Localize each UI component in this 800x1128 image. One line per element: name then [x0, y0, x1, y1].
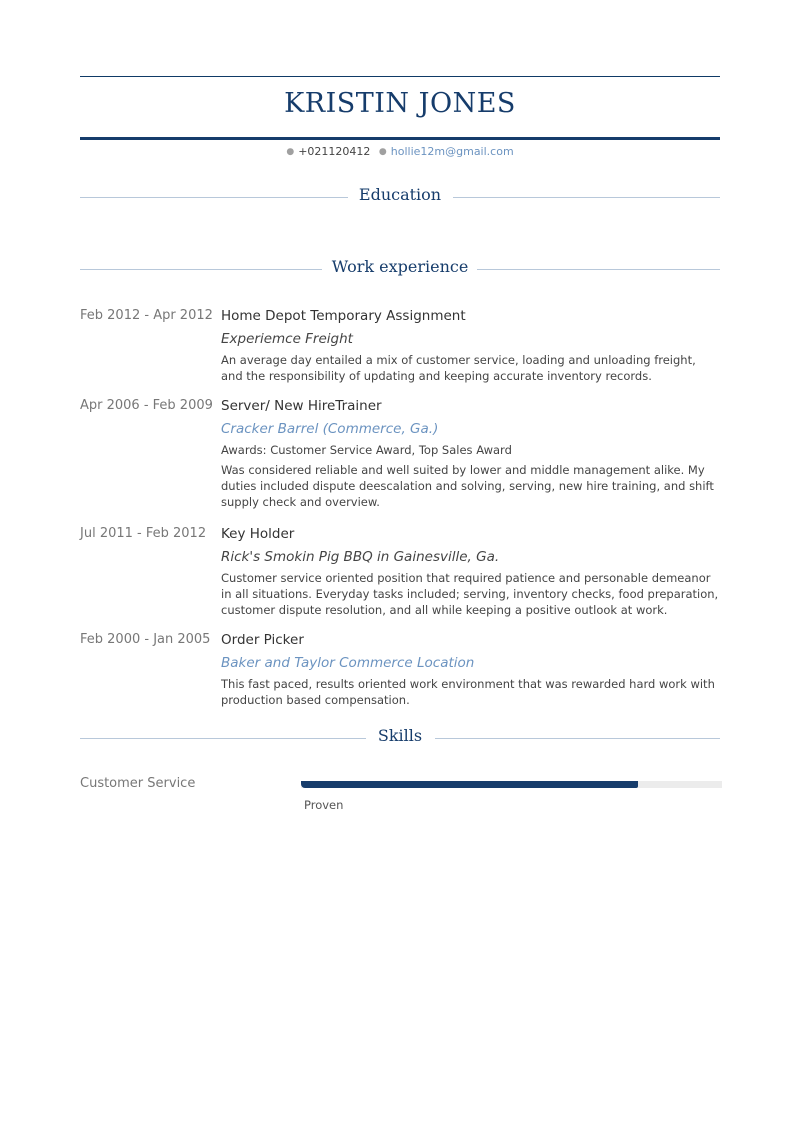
job-description: Customer service oriented position that required patience and personable demeanor in all situations. Everyday tasks included; serving, inventory checks, food preparation, customer dispute resolution, and all while keeping a positive outlook at work.: [221, 571, 719, 617]
job-dates: Feb 2000 - Jan 2005: [80, 632, 211, 647]
phone-number: +021120412: [298, 145, 371, 158]
job-description: This fast paced, results oriented work environment that was rewarded hard work with production based compensation.: [221, 677, 715, 707]
section-education-header: [80, 185, 720, 209]
section-title: Education: [358, 185, 442, 204]
job-company-link[interactable]: Cracker Barrel (Commerce, Ga.): [221, 421, 439, 437]
header-bottom-rule: [80, 137, 720, 140]
job-description: An average day entailed a mix of customer service, loading and unloading freight, and the responsibility of updating and keeping accurate inventory records.: [221, 353, 696, 383]
skill-level-label: Proven: [304, 798, 344, 812]
job-description: Was considered reliable and well suited by lower and middle management alike. My duties included dispute deescalation and solving, serving, new hire training, and shift supply check and overview.: [221, 463, 714, 509]
job-company: Experiemce Freight: [221, 331, 353, 347]
job-details: [221, 526, 720, 618]
email-link[interactable]: hollie12m@gmail.com: [390, 145, 514, 158]
job-dates: Jul 2011 - Feb 2012: [80, 526, 207, 541]
job-title: Order Picker: [221, 632, 304, 648]
header-top-rule: [80, 76, 720, 77]
section-skills-header: [80, 726, 720, 750]
contact-line: [80, 145, 720, 158]
job-dates: Feb 2012 - Apr 2012: [80, 308, 213, 323]
section-title: Skills: [377, 726, 423, 745]
candidate-name: KRISTIN JONES: [284, 88, 516, 119]
job-details: [221, 308, 720, 384]
job-awards: Awards: Customer Service Award, Top Sales Award: [221, 443, 512, 457]
section-work-header: [80, 257, 720, 281]
job-title: Server/ New HireTrainer: [221, 398, 382, 414]
job-title: Home Depot Temporary Assignment: [221, 308, 466, 324]
job-title: Key Holder: [221, 526, 295, 542]
job-details: [221, 632, 720, 708]
job-company: Rick's Smokin Pig BBQ in Gainesville, Ga.: [221, 549, 500, 565]
skill-level-fill: [301, 781, 638, 788]
section-title: Work experience: [331, 257, 469, 276]
job-company-link[interactable]: Baker and Taylor Commerce Location: [221, 655, 475, 671]
skill-level-bar: [301, 781, 722, 788]
bullet-icon: ●: [286, 147, 295, 157]
job-dates: Apr 2006 - Feb 2009: [80, 398, 213, 413]
job-details: [221, 398, 720, 510]
bullet-icon: ●: [378, 147, 387, 157]
skill-name: Customer Service: [80, 776, 196, 791]
